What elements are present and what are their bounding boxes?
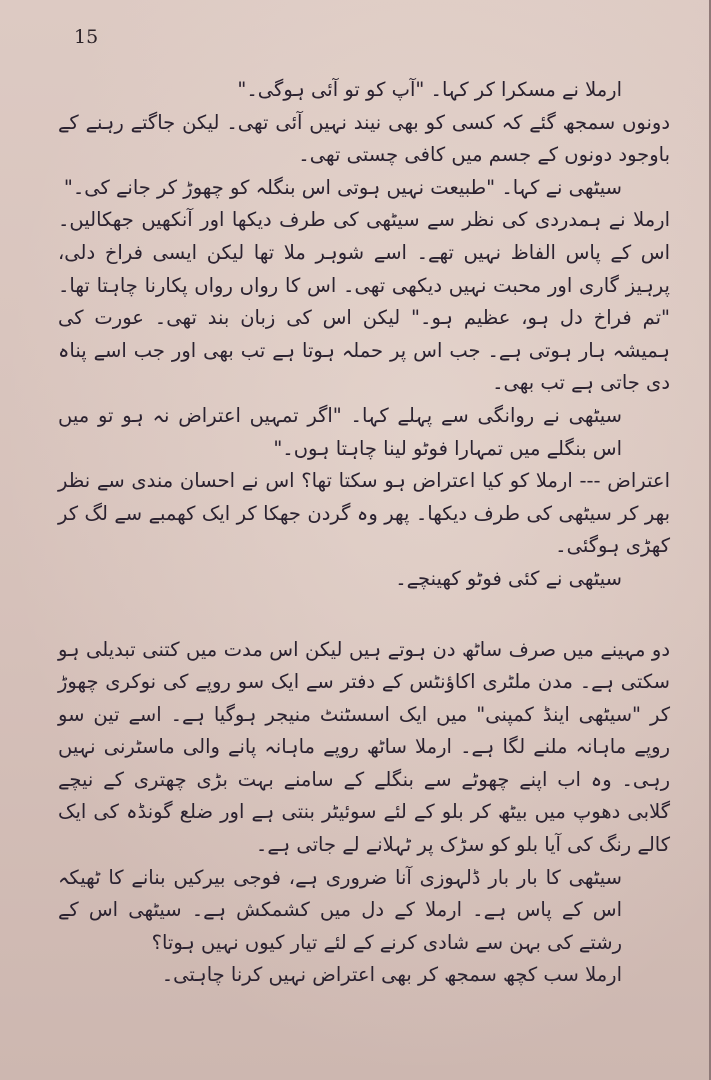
paragraph: اعتراض --- ارملا کو کیا اعتراض ہو سکتا تھا؟ اس نے احسان مندی سے نظر بھر کر سیٹھی کی طرف دیکھا۔ پھر وہ گردن جھکا کر ایک کھمبے سے لگ کر کھڑی ہوگئی۔ [58, 469, 670, 558]
paragraph: سیٹھی نے کہا۔ "طبیعت نہیں ہوتی اس بنگلہ کو چھوڑ کر جانے کی۔" [63, 175, 622, 199]
paragraph: دونوں سمجھ گئے کہ کسی کو بھی نیند نہیں آئی تھی۔ لیکن جاگتے رہنے کے باوجود دونوں کے جسم میں کافی چستی تھی۔ [58, 110, 670, 167]
paragraph: دو مہینے میں صرف ساٹھ دن ہوتے ہیں لیکن اس مدت میں کتنی تبدیلی ہو سکتی ہے۔ مدن ملٹری اکاؤنٹس کے دفتر سے ایک سو روپے کی نوکری چھوڑ کر "سیٹھی اینڈ کمپنی" میں ایک اسسٹنٹ منیجر ہوگیا ہے۔ اسے تین سو روپے ماہانہ ملنے لگا ہے۔ ارملا ساٹھ روپے ماہانہ پانے والی ماسٹرنی نہیں رہی۔ وہ اب اپنے چھوٹے سے بنگلے کے سامنے بہت بڑی چھتری کے نیچے گلابی دھوپ میں بیٹھ کر بلو کے لئے سوئیٹر بنتی ہے اور ضلع گونڈہ کی ایک کالے رنگ کی آیا بلو کو سڑک پر ٹہلانے لے جاتی ہے۔ [58, 637, 670, 857]
paragraph: سیٹھی نے کئی فوٹو کھینچے۔ [395, 566, 622, 590]
paragraph: ارملا سب کچھ سمجھ کر بھی اعتراض نہیں کرنا چاہتی۔ [161, 963, 622, 987]
paragraph: ارملا نے مسکرا کر کہا۔ "آپ کو تو آئی ہوگی۔" [237, 78, 622, 101]
page-number: 15 [74, 26, 99, 48]
page-body-text [58, 74, 670, 992]
paragraph: ارملا نے ہمدردی کی نظر سے سیٹھی کی طرف دیکھا اور آنکھیں جھکالیں۔ اس کے پاس الفاظ نہیں تھے۔ اسے شوہر ملا تھا لیکن ایسی فراخ دلی، پرہیز گاری اور محبت نہیں دیکھی تھی۔ اس کا رواں رواں پکارنا چاہتا تھا۔ "تم فراخ دل ہو، عظیم ہو۔" لیکن اس کی زبان بند تھی۔ عورت کی ہمیشہ ہار ہوتی ہے۔ جب اس پر حملہ ہوتا ہے تب بھی اور جب اسے پناہ دی جاتی ہے تب بھی۔ [58, 208, 670, 395]
paragraph: سیٹھی نے روانگی سے پہلے کہا۔ "اگر تمہیں اعتراض نہ ہو تو میں اس بنگلے میں تمہارا فوٹو لینا چاہتا ہوں۔" [58, 403, 622, 460]
paragraph: سیٹھی کا بار بار ڈلہوزی آنا ضروری ہے، فوجی بیرکیں بنانے کا ٹھیکہ اس کے پاس ہے۔ ارملا کے دل میں کشمکش ہے۔ سیٹھی اس کے رشتے کی بہن سے شادی کرنے کے لئے تیار کیوں نہیں ہوتا؟ [58, 865, 622, 954]
